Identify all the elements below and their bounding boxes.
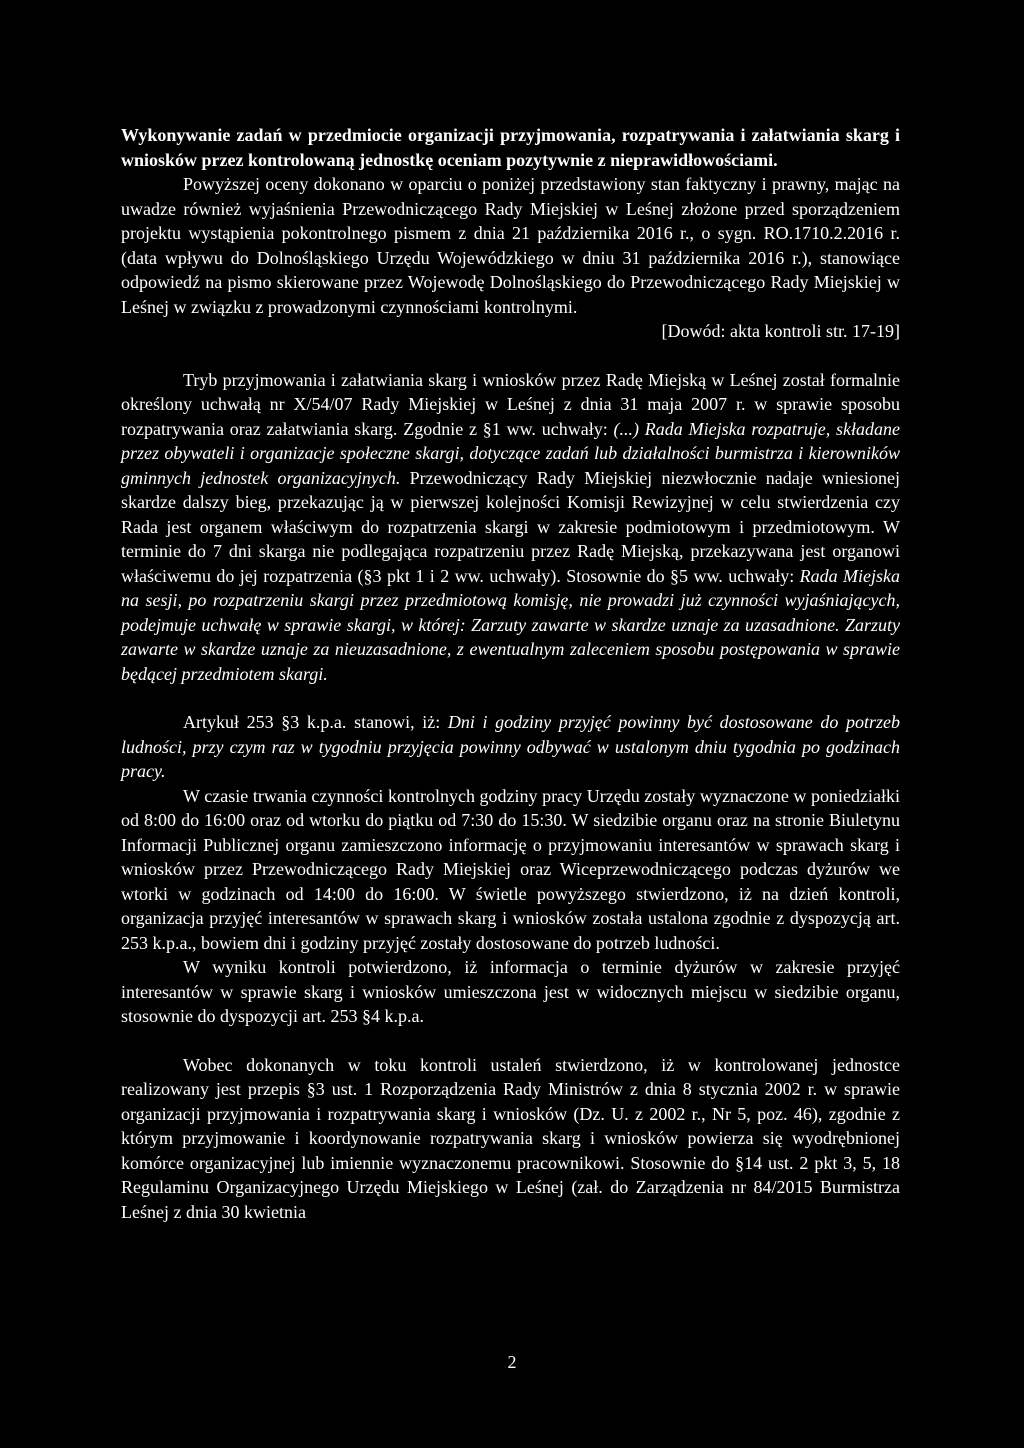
- procedure-text-a: Tryb przyjmowania i załatwiania skarg i wniosków przez Radę Miejską w Leśnej został formalnie określony uchwałą nr X/54/07 Rady Miejskiej w Leśnej z dnia 31 maja 2007 r. w sprawie sposobu rozpatrywania oraz załatwiania skarg. Zgodnie z §1 ww. uchwały:: [121, 369, 900, 439]
- hours-paragraph: W czasie trwania czynności kontrolnych godziny pracy Urzędu zostały wyznaczone w poniedziałki od 8:00 do 16:00 oraz od wtorku do piątku od 7:30 do 15:30. W siedzibie organu oraz na stronie Biuletynu Informacji Publicznej organu zamieszczono informację o przyjmowaniu interesantów w sprawach skarg i wniosków przez Przewodniczącego Rady Miejskiej oraz Wiceprzewodniczącego podczas dyżurów we wtorki w godzinach od 14:00 do 16:00. W świetle powyższego stwierdzono, iż na dzień kontroli, organizacja przyjęć interesantów w sprawach skarg i wniosków została ustalona zgodnie z dyspozycją art. 253 k.p.a., bowiem dni i godziny przyjęć zostały dostosowane do potrzeb ludności.: [121, 785, 900, 953]
- assessment-paragraph: Wykonywanie zadań w przedmiocie organizacji przyjmowania, rozpatrywania i załatwiania skarg i wniosków przez kontrolowaną jednostkę oceniam pozytywnie z nieprawidłowościami.: [121, 125, 900, 170]
- procedure-text-b: Przewodniczący Rady Miejskiej niezwłocznie nadaje wniesionej skardze dalszy bieg, przekazując ją w pierwszej kolejności Komisji Rewizyjnej w celu stwierdzenia czy Rada jest organem właściwym do rozpatrzenia skargi w zakresie podmiotowym i przedmiotowym. W terminie do 7 dni skarga nie podlegająca rozpatrzeniu przez Radę Miejską, przekazywana jest organowi właściwemu do jej rozpatrzenia (§3 pkt 1 i 2 ww. uchwały). Stosownie do §5 ww. uchwały:: [121, 467, 900, 586]
- article-quote: Dni i godziny przyjęć powinny być dostosowane do potrzeb ludności, przy czym raz w tygodniu przyjęcia powinny odbywać w ustalonym dniu tygodnia po godzinach pracy.: [121, 712, 900, 781]
- article-text: Artykuł 253 §3 k.p.a. stanowi, iż:: [183, 712, 448, 732]
- procedure-quote-1: (...) Rada Miejska rozpatruje, składane przez obywateli i organizacje społeczne skargi, dotyczące zadań lub działalności burmistrza i kierowników gminnych jednostek organizacyjnych.: [121, 418, 900, 488]
- procedure-paragraph: [121, 368, 900, 687]
- article-paragraph: [121, 710, 900, 784]
- final-paragraph: Wobec dokonanych w toku kontroli ustaleń stwierdzono, iż w kontrolowanej jednostce realizowany jest przepis §3 ust. 1 Rozporządzenia Rady Ministrów z dnia 8 stycznia 2002 r. w sprawie organizacji przyjmowania i rozpatrywania skarg i wniosków (Dz. U. z 2002 r., Nr 5, poz. 46), zgodnie z którym przyjmowanie i koordynowanie rozpatrywania skarg i wniosków powierza się wyodrębnionej komórce organizacyjnej lub imiennie wyznaczonemu pracownikowi. Stosownie do §14 ust. 2 pkt 3, 5, 18 Regulaminu Organizacyjnego Urzędu Miejskiego w Leśnej (zał. do Zarządzenia nr 84/2015 Burmistrza Leśnej z dnia 30 kwietnia: [121, 1054, 900, 1222]
- duty-paragraph: W wyniku kontroli potwierdzono, iż informacja o terminie dyżurów w zakresie przyjęć interesantów w sprawie skarg i wniosków umieszczona jest w widocznych miejscu w siedzibie organu, stosownie do dyspozycji art. 253 §4 k.p.a.: [121, 957, 900, 1026]
- procedure-quote-2: Rada Miejska na sesji, po rozpatrzeniu skargi przez przedmiotową komisję, nie prowadzi już czynności wyjaśniających, podejmuje uchwałę w sprawie skargi, w której: Zarzuty zawarte w skardze uznaje za uzasadnione. Zarzuty zawarte w skardze uznaje za nieuzasadnione, z ewentualnym zaleceniem sposobu postępowania w sprawie będącej przedmiotem skargi.: [121, 565, 900, 684]
- evidence-reference: [Dowód: akta kontroli str. 17-19]: [661, 321, 900, 341]
- page-number: 2: [507, 1352, 517, 1372]
- document-page: [121, 123, 900, 1224]
- basis-paragraph: Powyższej oceny dokonano w oparciu o poniżej przedstawiony stan faktyczny i prawny, mając na uwadze również wyjaśnienia Przewodniczącego Rady Miejskiej w Leśnej złożone przed sporządzeniem projektu wystąpienia pokontrolnego pismem z dnia 21 października 2016 r., o sygn. RO.1710.2.2016 r. (data wpływu do Dolnośląskiego Urzędu Wojewódzkiego w dniu 31 października 2016 r.), stanowiące odpowiedź na pismo skierowane przez Wojewodę Dolnośląskiego do Przewodniczącego Rady Miejskiej w Leśnej w związku z prowadzonymi czynnościami kontrolnymi.: [121, 174, 900, 317]
